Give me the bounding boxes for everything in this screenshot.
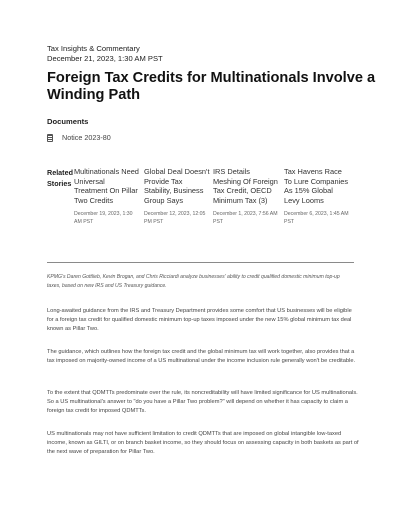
body-paragraph-2: The guidance, which outlines how the foreign tax credit and the global minimum tax will work together, also provides that a tax imposed on majority-owned income of a US multinational under the income inclusion rule generally won't be creditable. [47, 349, 356, 365]
document-label: Notice 2023-80 [62, 133, 111, 142]
article-title: Foreign Tax Credits for Multinationals Involve a Winding Path [47, 70, 376, 103]
related-story-date: December 19, 2023, 1:30 AM PST [74, 210, 133, 226]
section-divider [47, 262, 354, 263]
article-caption: KPMG's Daren Gottlieb, Kevin Brogan, and Chris Ricciardi analyze businesses' ability to credit qualified domestic minimum top-up taxes, based on new IRS and US Treasury guidance. [47, 274, 340, 289]
document-icon [47, 134, 53, 142]
body-paragraph-3: To the extent that QDMTTs predominate over the rule, its noncreditability will have limited significance for US multinationals. So a US multinational's answer to "do you have a Pillar Two problem?" will depend on whether it has capacity to claim a foreign tax credit for imposed QDMTTs. [47, 390, 358, 415]
related-story-title[interactable]: Global Deal Doesn't Provide Tax Stability, Business Group Says [144, 167, 210, 206]
document-link[interactable] [47, 133, 111, 142]
related-story-title[interactable]: Tax Havens Race To Lure Companies As 15% Global Levy Looms [284, 167, 349, 206]
related-story-4[interactable] [284, 167, 350, 227]
documents-heading: Documents [47, 117, 89, 126]
related-story-date: December 12, 2023, 12:05 PM PST [144, 210, 206, 226]
related-story-3[interactable] [213, 167, 279, 227]
related-story-1[interactable] [74, 167, 140, 227]
category-link[interactable]: Tax Insights & Commentary [47, 44, 140, 53]
related-story-2[interactable] [144, 167, 210, 227]
related-story-date: December 1, 2023, 7:56 AM PST [213, 210, 278, 226]
article-header [47, 44, 163, 64]
publish-datetime: December 21, 2023, 1:30 AM PST [47, 54, 163, 63]
related-story-title[interactable]: Multinationals Need Universal Treatment On Pillar Two Credits [74, 167, 139, 206]
body-paragraph-4: US multinationals may not have sufficient limitation to credit QDMTTs that are imposed on global intangible low-taxed income, known as GILTI, or on branch basket income, so they should focus on assessing capacity in both baskets as part of the next wave of preparation for Pillar Two. [47, 431, 359, 456]
related-story-title[interactable]: IRS Details Meshing Of Foreign Tax Credit, OECD Minimum Tax (3) [213, 167, 278, 206]
related-story-date: December 6, 2023, 1:45 AM PST [284, 210, 349, 226]
related-stories-label: Related Stories [47, 168, 73, 188]
body-paragraph-1: Long-awaited guidance from the IRS and Treasury Department provides some comfort that US businesses will be eligible for a foreign tax credit for qualified domestic minimum top-up taxes imposed under the new 15% global minimum tax deal known as Pillar Two. [47, 308, 352, 333]
